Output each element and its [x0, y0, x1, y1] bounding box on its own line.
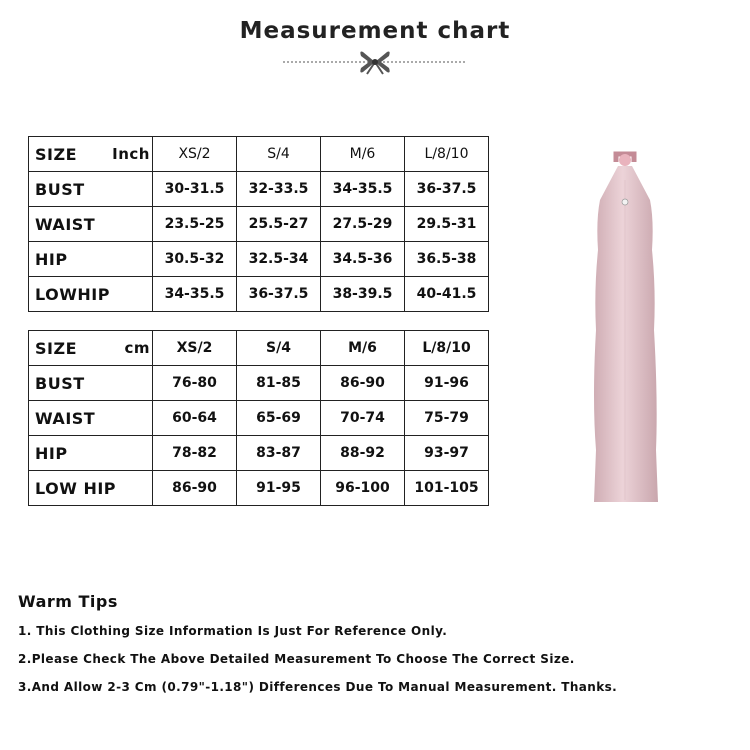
page-title: Measurement chart [239, 18, 511, 44]
table-cell: 101-105 [405, 471, 489, 506]
tip-item: 1. This Clothing Size Information Is Just For Reference Only. [18, 624, 448, 638]
table-cell: 30.5-32 [153, 242, 237, 277]
table-cell: 86-90 [321, 366, 405, 401]
tip-item: 3.And Allow 2-3 Cm (0.79"-1.18") Differences Due To Manual Measurement. Thanks. [18, 680, 618, 694]
tip-item: 2.Please Check The Above Detailed Measurement To Choose The Correct Size. [18, 652, 575, 666]
table-cell: 91-95 [237, 471, 321, 506]
table-cell: 78-82 [153, 436, 237, 471]
unit-label: cm [124, 339, 150, 357]
row-label: BUST [29, 366, 153, 401]
table-cell: 36-37.5 [237, 277, 321, 312]
table-cell: 29.5-31 [405, 207, 489, 242]
table-cell: 70-74 [321, 401, 405, 436]
table-row [29, 242, 489, 277]
table-cell: 81-85 [237, 366, 321, 401]
table-header-row [29, 331, 489, 366]
table-cell: 60-64 [153, 401, 237, 436]
row-label: WAIST [29, 207, 153, 242]
size-column-header: S/4 [237, 137, 321, 172]
table-cell: 36.5-38 [405, 242, 489, 277]
row-label: HIP [29, 242, 153, 277]
table-cell: 96-100 [321, 471, 405, 506]
row-label: LOW HIP [29, 471, 153, 506]
table-cell: 93-97 [405, 436, 489, 471]
halter-dress-image [580, 150, 670, 510]
size-column-header: S/4 [237, 331, 321, 366]
table-header-row [29, 137, 489, 172]
size-column-header: L/8/10 [405, 137, 489, 172]
table-row [29, 172, 489, 207]
unit-label: Inch [112, 145, 150, 163]
table-cell: 34-35.5 [153, 277, 237, 312]
table-cell: 75-79 [405, 401, 489, 436]
inch-size-table [28, 136, 489, 312]
row-label: HIP [29, 436, 153, 471]
table-row [29, 436, 489, 471]
table-cell: 76-80 [153, 366, 237, 401]
size-column-header: M/6 [321, 331, 405, 366]
size-label: SIZE [35, 144, 78, 164]
size-column-header: M/6 [321, 137, 405, 172]
table-cell: 65-69 [237, 401, 321, 436]
table-row [29, 471, 489, 506]
table-cell: 88-92 [321, 436, 405, 471]
table-cell: 36-37.5 [405, 172, 489, 207]
size-header-cell [29, 331, 153, 366]
table-cell: 32.5-34 [237, 242, 321, 277]
cm-size-table [28, 330, 489, 506]
size-column-header: XS/2 [153, 137, 237, 172]
table-row [29, 277, 489, 312]
table-cell: 86-90 [153, 471, 237, 506]
table-cell: 27.5-29 [321, 207, 405, 242]
row-label: WAIST [29, 401, 153, 436]
row-label: LOWHIP [29, 277, 153, 312]
size-label: SIZE [35, 338, 78, 358]
row-label: BUST [29, 172, 153, 207]
table-cell: 30-31.5 [153, 172, 237, 207]
table-cell: 32-33.5 [237, 172, 321, 207]
table-row [29, 401, 489, 436]
table-cell: 40-41.5 [405, 277, 489, 312]
size-column-header: XS/2 [153, 331, 237, 366]
size-column-header: L/8/10 [405, 331, 489, 366]
bow-divider-icon [283, 48, 467, 76]
table-cell: 23.5-25 [153, 207, 237, 242]
table-cell: 38-39.5 [321, 277, 405, 312]
table-row [29, 366, 489, 401]
table-cell: 25.5-27 [237, 207, 321, 242]
table-row [29, 207, 489, 242]
table-cell: 34-35.5 [321, 172, 405, 207]
table-cell: 34.5-36 [321, 242, 405, 277]
size-header-cell [29, 137, 153, 172]
table-cell: 83-87 [237, 436, 321, 471]
warm-tips-heading: Warm Tips [18, 592, 118, 611]
table-cell: 91-96 [405, 366, 489, 401]
